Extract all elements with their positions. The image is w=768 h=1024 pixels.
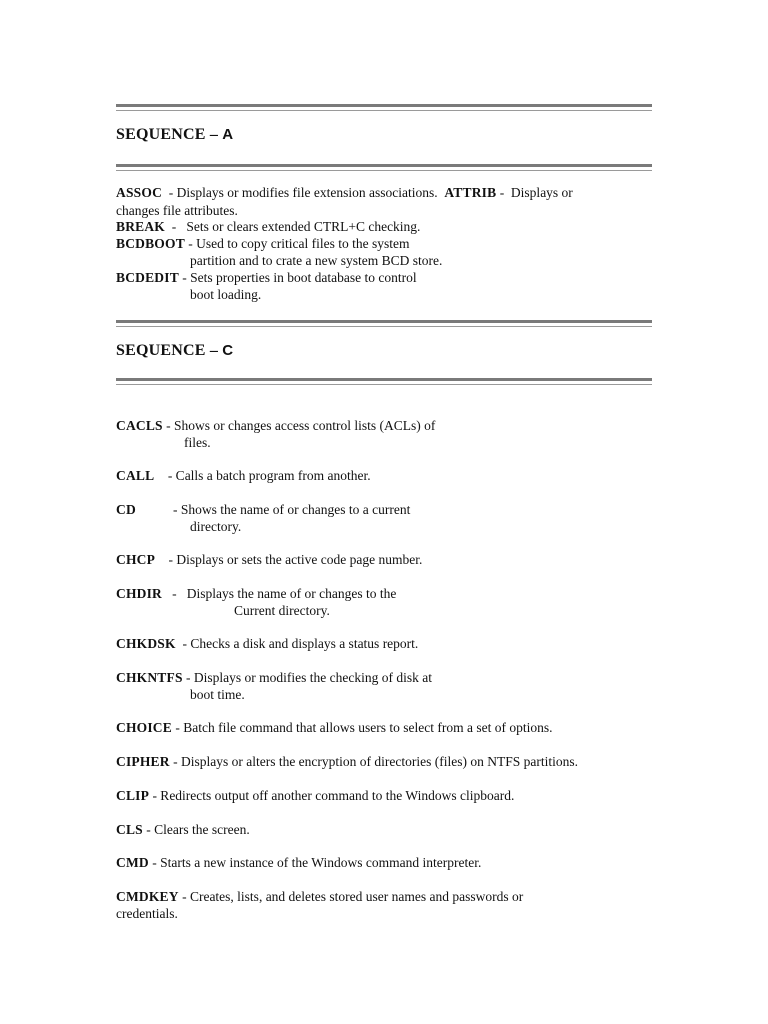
command-description: - Displays or alters the encryption of directories (files) on NTFS partitions.	[169, 754, 579, 769]
description-continuation: credentials.	[116, 906, 178, 921]
heading-word: SEQUENCE	[116, 126, 206, 143]
command-name: CIPHER	[116, 754, 170, 769]
entry-cacls	[116, 418, 435, 434]
divider-rule	[116, 104, 652, 107]
command-description: - Calls a batch program from another.	[154, 468, 371, 483]
description-continuation: Current directory.	[234, 603, 330, 618]
heading-letter: C	[222, 342, 234, 359]
command-name: CHDIR	[116, 586, 163, 601]
command-name: CLS	[116, 822, 143, 837]
entry-cmd	[116, 855, 481, 871]
command-name: CHOICE	[116, 720, 172, 735]
command-name: CMD	[116, 855, 149, 870]
heading-letter: A	[222, 126, 234, 143]
command-name: CLIP	[116, 788, 150, 803]
description-continuation: changes file attributes.	[116, 203, 238, 218]
command-description: - Checks a disk and displays a status report.	[175, 636, 419, 651]
command-name: CACLS	[116, 418, 163, 433]
description-continuation: files.	[184, 435, 211, 450]
entry-chkdsk	[116, 636, 418, 652]
entry-call	[116, 468, 371, 484]
command-description: - Displays or	[496, 185, 573, 200]
entry-cipher	[116, 754, 578, 770]
description-continuation: boot loading.	[190, 287, 262, 302]
command-name: BCDEDIT	[116, 270, 179, 285]
entry-chcp	[116, 552, 422, 568]
command-name: ASSOC	[116, 185, 163, 200]
command-description: - Batch file command that allows users to select from a set of options.	[171, 720, 553, 735]
entry-chkntfs	[116, 670, 432, 686]
section-heading-a	[116, 126, 233, 144]
entry-choice	[116, 720, 553, 736]
entry-cls	[116, 822, 250, 838]
entry-bcdedit	[116, 270, 417, 286]
command-description: - Used to copy critical files to the system	[184, 236, 410, 251]
command-description: - Redirects output off another command to the Windows clipboard.	[149, 788, 515, 803]
entry-cmdkey	[116, 889, 523, 905]
command-description: - Clears the screen.	[142, 822, 250, 837]
section-heading-c	[116, 342, 233, 360]
command-description: - Displays the name of or changes to the	[162, 586, 397, 601]
divider-rule	[116, 378, 652, 381]
command-description: - Sets or clears extended CTRL+C checking.	[165, 219, 421, 234]
heading-word: SEQUENCE	[116, 342, 206, 359]
command-description: - Creates, lists, and deletes stored user names and passwords or	[178, 889, 524, 904]
entry-bcdboot	[116, 236, 410, 252]
command-name: CHKDSK	[116, 636, 176, 651]
command-name: BCDBOOT	[116, 236, 185, 251]
command-description: - Displays or modifies the checking of disk at	[182, 670, 432, 685]
entry-assoc	[116, 185, 573, 201]
entry-clip	[116, 788, 514, 804]
command-name: CD	[116, 502, 136, 517]
command-description: - Displays or sets the active code page number.	[155, 552, 423, 567]
command-name: CHKNTFS	[116, 670, 183, 685]
command-name: BREAK	[116, 219, 166, 234]
command-description: - Displays or modifies file extension associations.	[162, 185, 445, 200]
command-description: - Shows the name of or changes to a current	[135, 502, 411, 517]
entry-chdir	[116, 586, 396, 602]
command-name: CHCP	[116, 552, 156, 567]
description-continuation: partition and to crate a new system BCD store.	[190, 253, 443, 268]
command-name: CALL	[116, 468, 155, 483]
divider-rule	[116, 164, 652, 167]
command-description: - Starts a new instance of the Windows command interpreter.	[148, 855, 482, 870]
entry-cd	[116, 502, 410, 518]
description-continuation: boot time.	[190, 687, 245, 702]
command-name: CMDKEY	[116, 889, 179, 904]
command-name: ATTRIB	[444, 185, 497, 200]
heading-dash: –	[205, 126, 223, 143]
command-description: - Sets properties in boot database to control	[178, 270, 417, 285]
command-description: - Shows or changes access control lists (ACLs) of	[162, 418, 436, 433]
heading-dash: –	[205, 342, 223, 359]
divider-rule	[116, 320, 652, 323]
entry-break	[116, 219, 420, 235]
description-continuation: directory.	[190, 519, 242, 534]
